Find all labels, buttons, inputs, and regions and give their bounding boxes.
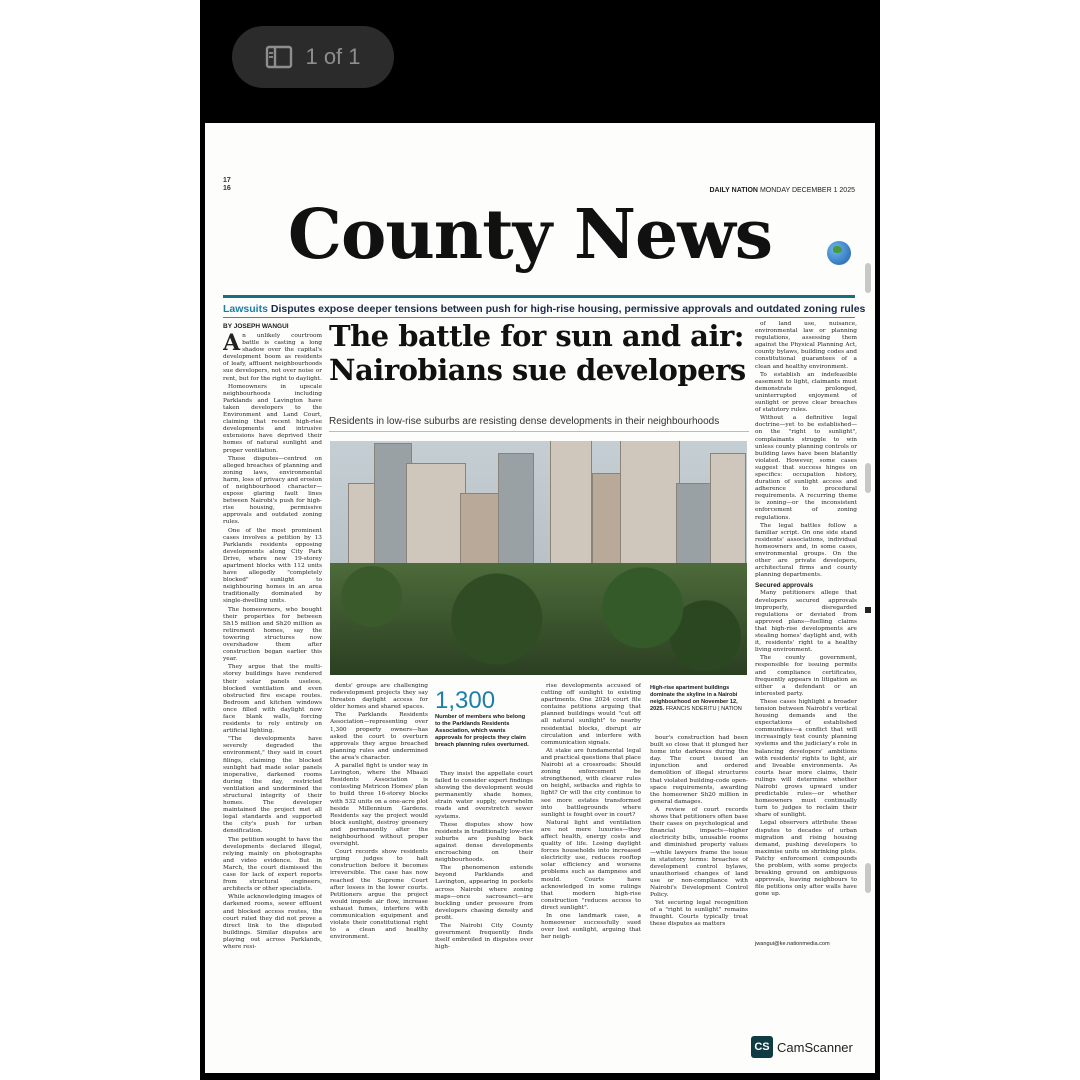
paragraph: Natural light and ventilation are not mere luxuries—they affect health, energy costs and quality of life. Losing daylight forces households into increased electricity use, reduces rooftop solar efficiency and worsens problems such as dampness and mould. Courts have acknowledged in some rulings that modern high-rise construction "reduces access to direct sunlight". bbox=[541, 819, 641, 911]
paragraph: In one landmark case, a homeowner successfully sued over lost sunlight, arguing that her neigh- bbox=[541, 913, 641, 941]
paragraph: They argue that the multi-storey buildings have rendered their solar panels useless, blocked ventilation and even obstructed fire escape routes. Bedroom and kitchen windows once filled with daylight now face blank walls, forcing residents to rely entirely on artificial lighting. bbox=[223, 664, 322, 735]
article-kicker: Lawsuits Disputes expose deeper tensions between push for high-rise housing, permissive approvals and outdated zoning rules bbox=[223, 303, 866, 315]
paragraph: While acknowledging images of darkened rooms, sewer effluent and blocked access routes, the court ruled they did not prove a direct link to the disputed buildings. Similar disputes are playing out across Parklands, where resi- bbox=[223, 894, 322, 950]
drop-cap: A bbox=[223, 333, 241, 356]
paragraph: The legal battles follow a familiar script. On one side stand residents' associations, individual homeowners and, in some cases, environmental groups. On the other are private developers, architectural firms and county planning departments. bbox=[755, 522, 857, 579]
stat-number: 1,300 bbox=[435, 687, 496, 714]
photo-caption: High-rise apartment buildings dominate the skyline in a Nairobi neighbourhood on November 12, 2025. FRANCIS NDERITU | NATION bbox=[650, 685, 742, 712]
paragraph: Yet securing legal recognition of a "right to sunlight" remains fraught. Courts typically treat these disputes as matters bbox=[650, 900, 748, 928]
paragraph: An unlikely courtroom battle is casting a long shadow over the capital's development boom as residents of leafy, affluent neighbourhoods sue developers, not over noise or rent, but for the right to daylight. bbox=[223, 333, 322, 382]
scanner-watermark: CS CamScanner bbox=[751, 1036, 853, 1058]
paragraph: At stake are fundamental legal and practical questions that place Nairobi at a crossroads: Should zoning enforcement be strengthened, with clearer rules on height, setbacks and rights to light? Or will the city continue to see more estates transformed into battlegrounds where sunlight is fought over in court? bbox=[541, 747, 641, 818]
section-masthead: County News bbox=[287, 195, 773, 275]
skyline-photo bbox=[330, 441, 747, 675]
page-indicator[interactable] bbox=[232, 26, 394, 88]
paragraph: Homeowners in upscale neighbourhoods including Parklands and Lavington have taken developers to the Environment and Land Court, claiming that recent high-rise developments and intrusive extensions have deprived their homes of natural sunlight and proper ventilation. bbox=[223, 383, 322, 454]
paragraph: The phenomenon extends beyond Parklands and Lavington, appearing in pockets across Nairobi where zoning maps—once sacrosanct—are buckling under pressure from developers chasing density and profit. bbox=[435, 865, 533, 921]
paragraph: A review of court records shows that petitioners often base their cases on psychological and financial impacts—higher electricity bills, unusable rooms and diminished property values—while lawyers frame the issue in statutory terms: breaches of development control bylaws, unauthorised changes of land use or non-compliance with Nairobi's Development Control Policy. bbox=[650, 806, 748, 899]
paragraph: bour's construction had been built so close that it plunged her home into darkness during the day. The court issued an injunction and ordered demolition of illegal structures that violated building-code open-space requirements, awarding the homeowner Sh20 million in general damages. bbox=[650, 735, 748, 805]
paragraph: rise developments accused of cutting off sunlight to existing apartments. One 2024 court file contains petitions arguing that planned buildings would "cut off all natural sunlight" to nearby residential blocks, disrupt air circulation and interfere with communication signals. bbox=[541, 683, 641, 746]
section-subhead: Secured approvals bbox=[755, 582, 814, 590]
masthead-rule bbox=[223, 295, 855, 298]
article-column-2 bbox=[330, 683, 428, 955]
paragraph: The Parklands Residents Association—representing over 1,300 property owners—has asked the court to overturn approvals they argue breached planning rules and undermined the area's character. bbox=[330, 712, 428, 761]
article-column-4 bbox=[541, 683, 641, 955]
stat-caption: Number of members who belong to the Parklands Residents Association, which wants approvals for projects they claim breach planning rules overturned. bbox=[435, 714, 529, 748]
scan-marker bbox=[865, 607, 871, 613]
paragraph: To establish an indefeasible easement to light, claimants must demonstrate prolonged, uninterrupted enjoyment of sunlight or prove clear breaches of statutory rules. bbox=[755, 371, 857, 414]
page-folio: 17 16 bbox=[223, 177, 231, 192]
paragraph: Without a definitive legal doctrine—yet to be established—on the "right to sunlight", complainants struggle to win unless county planning controls or building laws have been blatantly violated. However, some cases suggest that success hinges on specifics: occupation history, duration of sunlight access and adherence to procedural requirements. A recurring theme is zoning—or the inconsistent enforcement of zoning regulations. bbox=[755, 415, 857, 521]
dateline: DAILY NATION MONDAY DECEMBER 1 2025 bbox=[709, 187, 855, 194]
paragraph: Court records show residents urging judges to halt construction before it becomes irreversible. The case has now reached the Supreme Court after losses in the lower courts. Petitioners argue the project would impede air flow, increase exhaust fumes, interfere with communication equipment and violate their constitutional right to a clean and healthy environment. bbox=[330, 849, 428, 941]
paragraph: The petition sought to have the developments declared illegal, relying mainly on photographs and video evidence. But in March, the court dismissed the case for lack of expert reports from structural engineers, architects or other specialists. bbox=[223, 836, 322, 893]
headline: The battle for sun and air: Nairobians sue developers bbox=[329, 319, 746, 387]
paragraph: "The developments have severely degraded the environment," they said in court filings, claiming the blocked sunlight had made solar panels inoperative, darkened rooms during the day, restricted ventilation and undermined the structural integrity of their homes. The developer maintained the project met all legal standards and supported the city's push for urban densification. bbox=[223, 736, 322, 835]
paragraph: These disputes—centred on alleged breaches of planning and zoning laws, environmental harm, loss of privacy and erosion of neighbourhood character—expose glaring fault lines between Nairobi's push for high-rise housing, permissive approvals and outdated zoning rules. bbox=[223, 455, 322, 526]
article-column-5 bbox=[650, 735, 748, 955]
article-column-6 bbox=[755, 321, 857, 937]
camscanner-logo-icon: CS bbox=[751, 1036, 773, 1058]
paragraph: These cases highlight a broader tension between Nairobi's vertical housing demands and the expectations of established communities—a conflict that will increasingly test county planning systems and the judiciary's role in balancing developers' ambitions with residents' rights to light, air and liveable environments. As courts hear more claims, their rulings will determine whether Nairobi grows upward under predictable rules—or whether homeowners must continually turn to judges to reclaim their share of sunlight. bbox=[755, 698, 857, 819]
globe-icon bbox=[827, 241, 851, 265]
paragraph: These disputes show how residents in traditionally low-rise suburbs are pushing back against dense developments encroaching on their neighbourhoods. bbox=[435, 821, 533, 864]
paragraph: One of the most prominent cases involves a petition by 13 Parklands residents opposing developments along City Park Drive, where new 19-storey apartment blocks with 112 units have allegedly "completely blocked" sunlight to neighbouring homes in an area traditionally dominated by single-dwelling units. bbox=[223, 527, 322, 605]
page-indicator-label: 1 of 1 bbox=[305, 44, 361, 69]
paragraph: dents' groups are challenging redevelopment projects they say threaten daylight access for older homes and shared spaces. bbox=[330, 683, 428, 711]
page-icon bbox=[265, 45, 293, 69]
paragraph: of land use, nuisance, environmental law or planning regulations, assessing them against the Physical Planning Act, county bylaws, building codes and constitutional guarantees of a clean and healthy environment. bbox=[755, 321, 857, 370]
paragraph: The homeowners, who bought their properties for between Sh15 million and Sh20 million as retirement homes, say the towering structures now overshadow them after construction began earlier this year. bbox=[223, 606, 322, 663]
scanned-newspaper-page bbox=[205, 123, 875, 1073]
kicker-rule bbox=[223, 317, 855, 318]
paragraph: They insist the appellate court failed to consider expert findings showing the development would permanently shade homes, strain water supply, overwhelm roads and overstretch sewer systems. bbox=[435, 771, 533, 820]
paragraph: Many petitioners allege that developers secured approvals improperly, disregarded regulations or deviated from approved plans—fuelling claims that high-rise developments are stealing homes' daylight and, with it, residents' right to a healthy living environment. bbox=[755, 590, 857, 654]
author-email: jwangui@ke.nationmedia.com bbox=[755, 941, 830, 947]
subheadline: Residents in low-rise suburbs are resisting dense developments in their neighbourhoods bbox=[329, 416, 749, 432]
stat-callout bbox=[435, 688, 530, 749]
article-column-3 bbox=[435, 771, 533, 955]
paragraph: The Nairobi City County government frequently finds itself embroiled in disputes over high- bbox=[435, 922, 533, 951]
paragraph: Legal observers attribute these disputes to decades of urban migration and rising housing demand, pushing developers to maximise units on shrinking plots. Patchy enforcement compounds the problem, with some projects breaking ground on ambiguous approvals, leaving neighbours to file petitions only after walls have gone up. bbox=[755, 820, 857, 898]
byline: BY JOSEPH WANGUI bbox=[223, 323, 289, 330]
paragraph: The county government, responsible for issuing permits and compliance certificates, frequently appears in litigation as either a defendant or an interested party. bbox=[755, 655, 857, 697]
paragraph: A parallel fight is under way in Lavington, where the Mbaazi Residents Association is contesting Metricon Homes' plan to build three 16-storey blocks with 532 units on a one-acre plot beside Millennium Gardens. Residents say the project would block sunlight, destroy greenery and permanently alter the neighbourhood without proper oversight. bbox=[330, 763, 428, 848]
article-column-1 bbox=[223, 333, 322, 955]
